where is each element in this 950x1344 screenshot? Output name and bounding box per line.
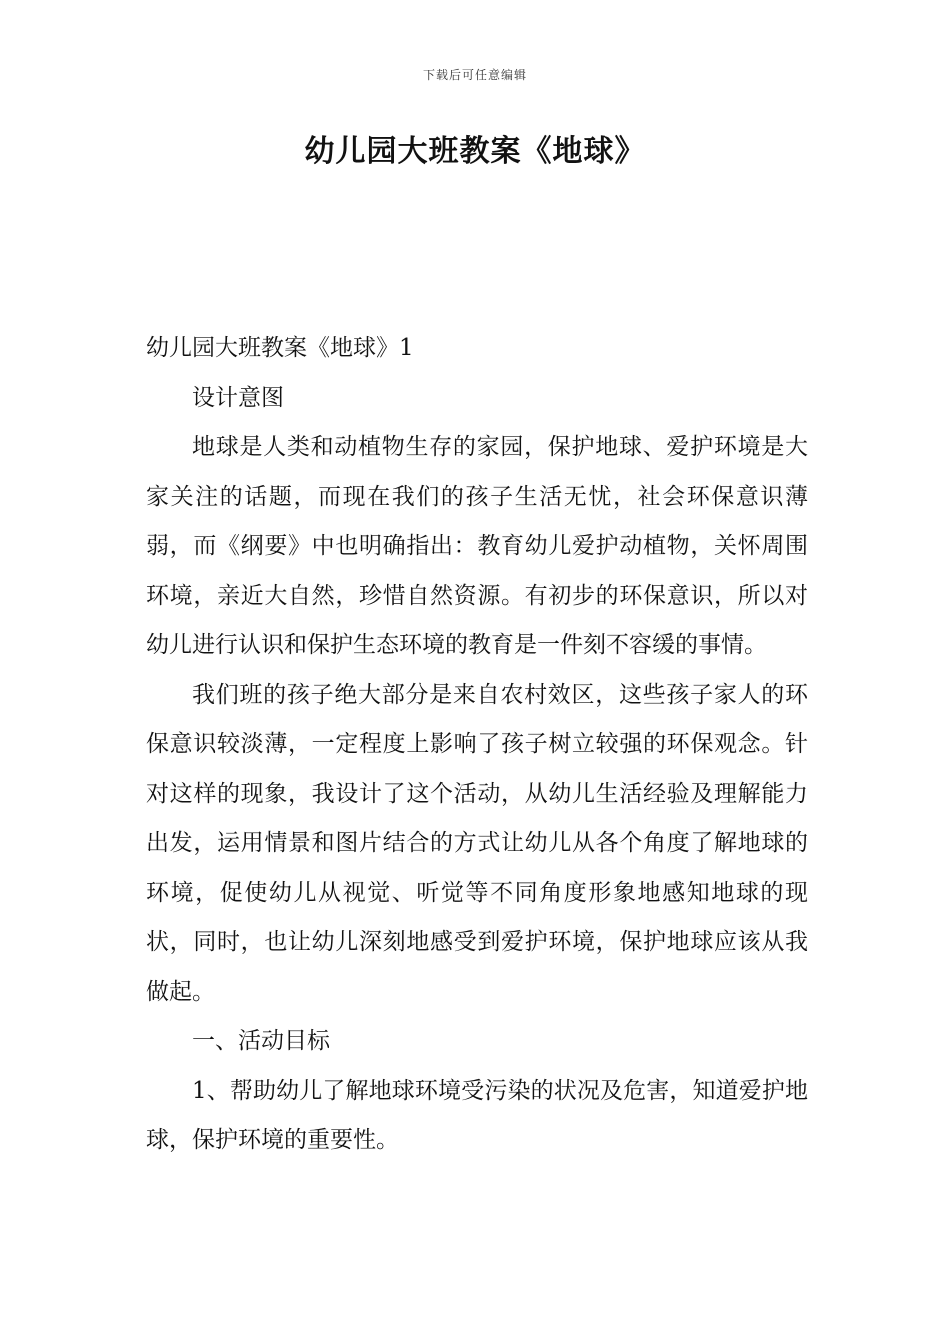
paragraph: 1、帮助幼儿了解地球环境受污染的状况及危害，知道爱护地球，保护环境的重要性。 [146, 1077, 808, 1153]
section-heading: 幼儿园大班教案《地球》1 [146, 335, 414, 361]
header-note: 下载后可任意编辑 [422, 68, 527, 82]
document-body [146, 324, 808, 1166]
subheading-design-intent: 设计意图 [192, 384, 284, 411]
document-title: 幼儿园大班教案《地球》 [304, 134, 646, 169]
paragraph: 我们班的孩子绝大部分是来自农村效区，这些孩子家人的环保意识较淡薄，一定程度上影响了孩子树立较强的环保观念。针对这样的现象，我设计了这个活动，从幼儿生活经验及理解能力出发，运用情景和图片结合的方式让幼儿从各个角度了解地球的环境，促使幼儿从视觉、听觉等不同角度形象地感知地球的现状，同时，也让幼儿深刻地感受到爱护环境，保护地球应该从我做起。 [146, 681, 808, 1005]
paragraph: 地球是人类和动植物生存的家园，保护地球、爱护环境是大家关注的话题，而现在我们的孩子生活无忧，社会环保意识薄弱，而《纲要》中也明确指出：教育幼儿爱护动植物，关怀周围环境，亲近大自然，珍惜自然资源。有初步的环保意识，所以对幼儿进行认识和保护生态环境的教育是一件刻不容缓的事情。 [146, 434, 808, 658]
subheading-activity-goals: 一、活动目标 [192, 1028, 330, 1054]
